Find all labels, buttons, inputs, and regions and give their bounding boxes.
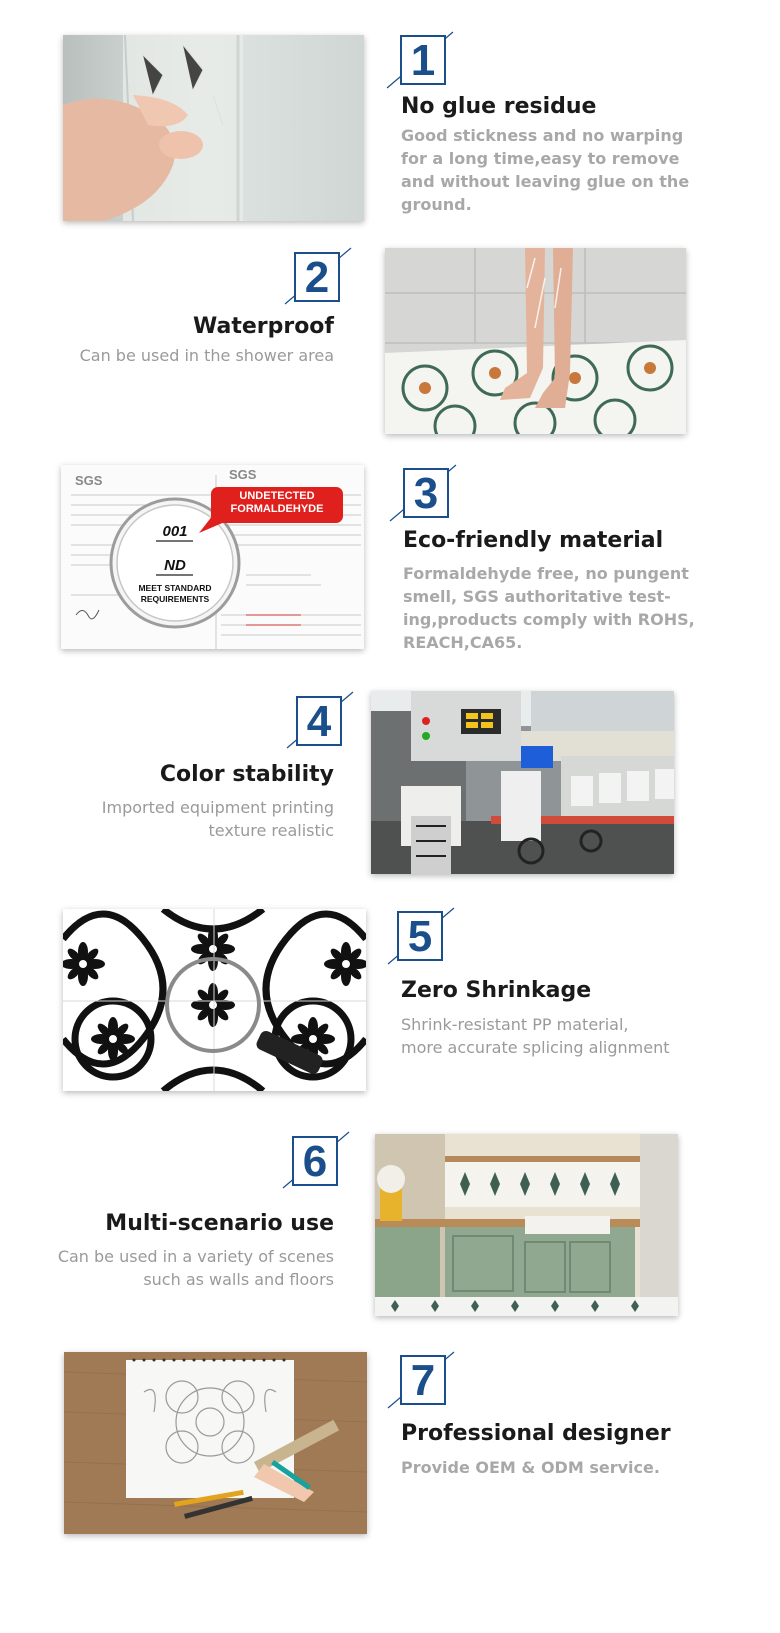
- feature-3-description: Formaldehyde free, no pungent smell, SGS authoritative test- ing,products comply with ROHS, REACH,CA65.: [403, 564, 695, 652]
- lens-result: ND: [164, 557, 186, 574]
- feature-4-description: Imported equipment printing texture realistic: [101, 798, 334, 840]
- sgs-logo-left: SGS: [75, 473, 103, 488]
- number-1-badge: 1: [400, 35, 446, 85]
- lens-caption-line-2: REQUIREMENTS: [140, 594, 210, 604]
- number-3-badge: 3: [403, 468, 449, 518]
- number-2-badge: 2: [294, 252, 340, 302]
- feature-3-title: Eco-friendly material: [403, 528, 664, 553]
- number-7-badge: 7: [400, 1355, 446, 1405]
- number-5-badge: 5: [397, 911, 443, 961]
- number-4-badge: 4: [296, 696, 342, 746]
- badge-line-1: UNDETECTED: [239, 490, 315, 502]
- number-6-badge: 6: [292, 1136, 338, 1186]
- lens-code: 001: [162, 523, 188, 540]
- feature-1-description: Good stickness and no warping for a long time,easy to remove and without leaving glue on the ground.: [401, 126, 690, 214]
- feature-7-description: Provide OEM & ODM service.: [401, 1458, 660, 1477]
- feature-2-description: Can be used in the shower area: [79, 346, 334, 365]
- feature-6-description: Can be used in a variety of scenes such as walls and floors: [57, 1247, 334, 1289]
- feature-1-title: No glue residue: [401, 94, 597, 119]
- designer-sketch-photo: [64, 1352, 367, 1534]
- feature-2-title: Waterproof: [192, 314, 334, 339]
- feature-5-title: Zero Shrinkage: [401, 978, 592, 1003]
- sgs-logo-right: SGS: [229, 467, 257, 482]
- lens-caption-line-1: MEET STANDARD: [138, 583, 212, 593]
- feature-4-title: Color stability: [159, 762, 334, 787]
- feature-6-title: Multi-scenario use: [105, 1211, 334, 1236]
- badge-line-2: FORMALDEHYDE: [230, 503, 324, 515]
- feature-5-description: Shrink-resistant PP material, more accurate splicing alignment: [401, 1015, 670, 1057]
- feature-7-title: Professional designer: [401, 1421, 671, 1446]
